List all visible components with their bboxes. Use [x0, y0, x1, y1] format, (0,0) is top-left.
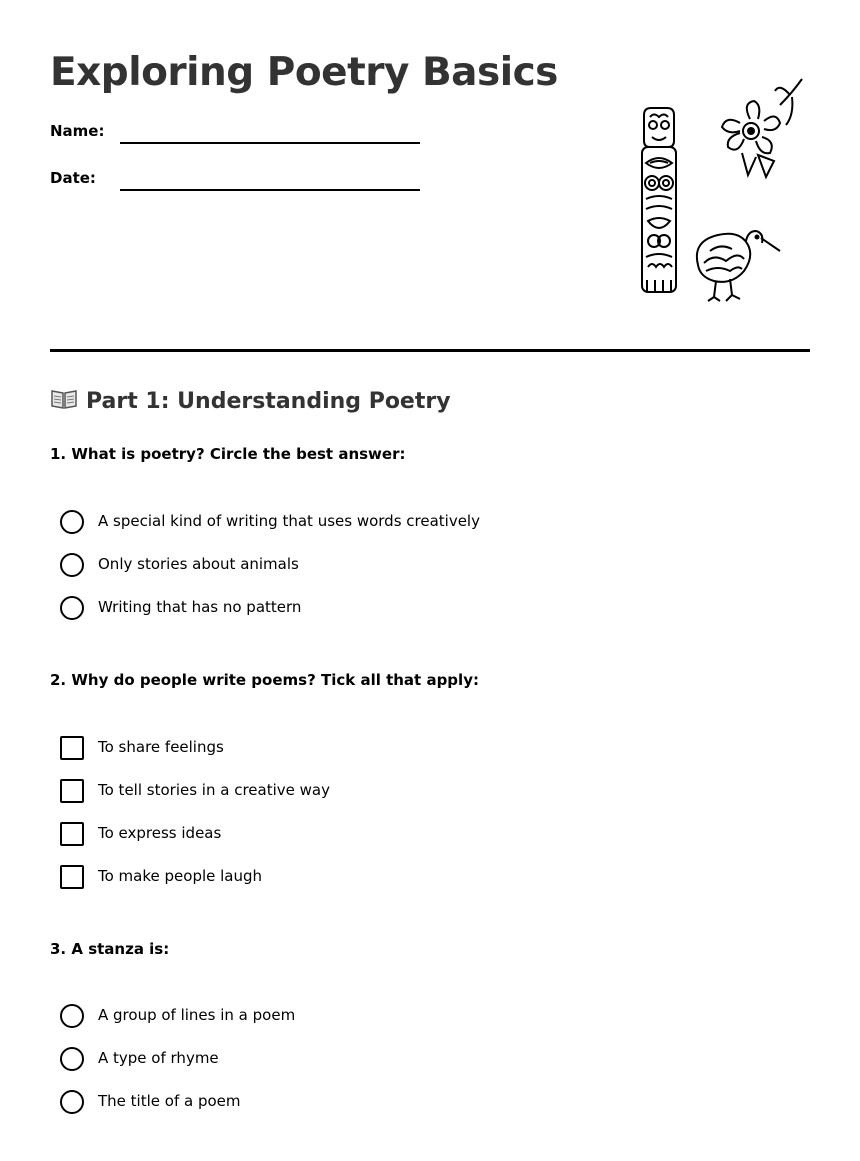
checkbox[interactable] [60, 779, 84, 803]
header-divider [50, 349, 810, 352]
date-line[interactable] [120, 189, 420, 191]
checkbox[interactable] [60, 822, 84, 846]
option-label: To make people laugh [98, 867, 263, 885]
option-label: To express ideas [98, 824, 222, 842]
date-field[interactable] [50, 169, 430, 199]
radio-circle[interactable] [60, 553, 84, 577]
q3-option-3[interactable] [60, 1090, 560, 1116]
q1-option-2[interactable] [60, 553, 560, 579]
q2-option-4[interactable] [60, 865, 560, 891]
option-label: To tell stories in a creative way [98, 781, 330, 799]
option-label: A group of lines in a poem [98, 1006, 296, 1024]
kiwi-bird-icon [697, 231, 780, 301]
checkbox[interactable] [60, 736, 84, 760]
section-title [50, 388, 451, 414]
option-label: Writing that has no pattern [98, 598, 302, 616]
radio-circle[interactable] [60, 1090, 84, 1114]
section-title-text: Part 1: Understanding Poetry [86, 389, 451, 414]
option-label: Only stories about animals [98, 555, 299, 573]
name-line[interactable] [120, 142, 420, 144]
book-icon [50, 388, 78, 410]
q3-option-2[interactable] [60, 1047, 560, 1073]
radio-circle[interactable] [60, 1047, 84, 1071]
radio-circle[interactable] [60, 510, 84, 534]
q2-option-2[interactable] [60, 779, 560, 805]
question-2-text: 2. Why do people write poems? Tick all that apply: [50, 671, 479, 689]
flower-icon [722, 79, 802, 177]
radio-circle[interactable] [60, 1004, 84, 1028]
question-1-text: 1. What is poetry? Circle the best answer: [50, 445, 406, 463]
question-3-text: 3. A stanza is: [50, 940, 170, 958]
q2-option-1[interactable] [60, 736, 560, 762]
q2-option-3[interactable] [60, 822, 560, 848]
checkbox[interactable] [60, 865, 84, 889]
option-label: The title of a poem [98, 1092, 241, 1110]
q1-option-1[interactable] [60, 510, 560, 536]
name-label: Name: [50, 122, 105, 140]
option-label: To share feelings [98, 738, 224, 756]
header-illustration [630, 75, 810, 310]
name-field[interactable] [50, 122, 430, 152]
option-label: A type of rhyme [98, 1049, 219, 1067]
worksheet-title: Exploring Poetry Basics [50, 50, 558, 95]
date-label: Date: [50, 169, 96, 187]
option-label: A special kind of writing that uses words creatively [98, 512, 480, 530]
carved-pole-icon [642, 108, 676, 292]
radio-circle[interactable] [60, 596, 84, 620]
q1-option-3[interactable] [60, 596, 560, 622]
q3-option-1[interactable] [60, 1004, 560, 1030]
